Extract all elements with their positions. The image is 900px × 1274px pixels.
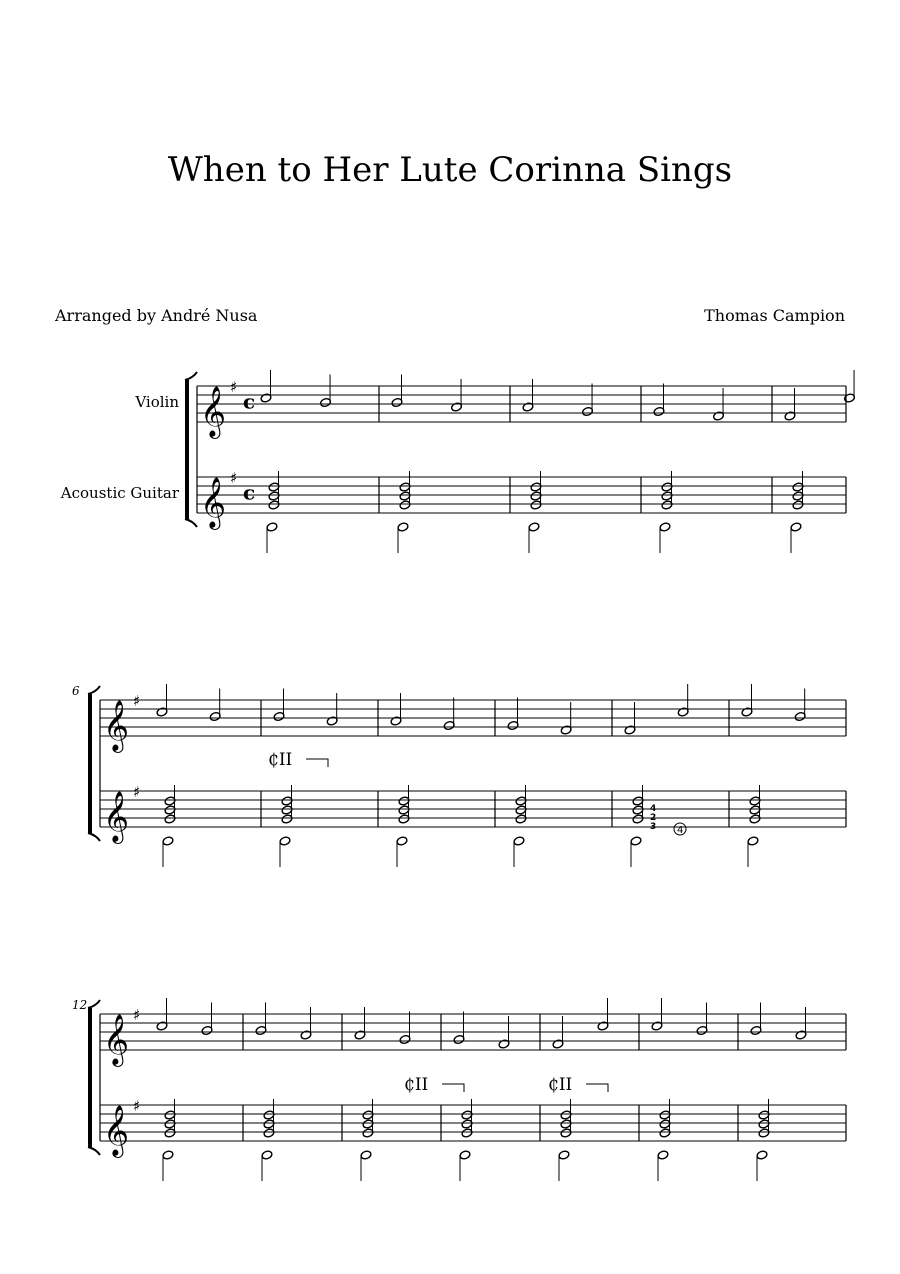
barre-line (586, 1084, 608, 1092)
guitar-bass-note (513, 836, 525, 846)
bracket-hook (88, 686, 100, 694)
barre-line (306, 759, 328, 767)
guitar-bass-note (558, 1150, 570, 1160)
treble-clef: 𝄞 (103, 1105, 130, 1156)
guitar-bass-note (630, 836, 642, 846)
notes (156, 370, 855, 1181)
guitar-bass-note (657, 1150, 669, 1160)
guitar-bass-note (162, 836, 174, 846)
treble-clef: 𝄞 (103, 700, 130, 751)
time-signature: c (243, 480, 256, 505)
fingering-number: 3 (650, 822, 657, 832)
fingering-number: 4 (650, 804, 657, 814)
key-signature-sharp: ♯ (133, 1097, 141, 1115)
key-signature-sharp: ♯ (133, 692, 141, 710)
string-marking-number: 4 (677, 825, 684, 836)
treble-clef: 𝄞 (200, 477, 227, 528)
arranger-credit: Arranged by André Nusa (55, 306, 258, 325)
key-signature-sharp: ♯ (230, 378, 238, 396)
system-bracket (88, 1008, 92, 1147)
treble-clef: 𝄞 (200, 386, 227, 437)
guitar-bass-note (756, 1150, 768, 1160)
barre-label: ₵II (404, 1075, 429, 1095)
key-signature-sharp: ♯ (133, 1006, 141, 1024)
instrument-label-guitar: Acoustic Guitar (60, 484, 179, 502)
barre-label: ₵II (268, 750, 293, 770)
fingering-number: 2 (650, 813, 657, 823)
barre-label: ₵II (548, 1075, 573, 1095)
composer-credit: Thomas Campion (704, 306, 845, 325)
guitar-bass-note (266, 522, 278, 532)
guitar-bass-note (790, 522, 802, 532)
bracket-hook (185, 372, 197, 380)
system-bracket (88, 694, 92, 833)
barre-line (442, 1084, 464, 1092)
time-signature: c (243, 389, 256, 414)
bracket-hook (185, 519, 197, 527)
guitar-bass-note (747, 836, 759, 846)
bracket-hook (88, 1000, 100, 1008)
guitar-bass-note (279, 836, 291, 846)
guitar-bass-note (459, 1150, 471, 1160)
measure-number: 12 (72, 998, 88, 1012)
system-bracket (185, 380, 189, 519)
instrument-label-violin: Violin (135, 393, 179, 411)
bracket-hook (88, 833, 100, 841)
measure-number: 6 (72, 684, 80, 698)
bracket-hook (88, 1147, 100, 1155)
key-signature-sharp: ♯ (133, 783, 141, 801)
guitar-bass-note (396, 836, 408, 846)
guitar-bass-note (397, 522, 409, 532)
treble-clef: 𝄞 (103, 1014, 130, 1065)
guitar-bass-note (360, 1150, 372, 1160)
guitar-bass-note (528, 522, 540, 532)
page-title: When to Her Lute Corinna Sings (167, 150, 733, 190)
guitar-bass-note (162, 1150, 174, 1160)
guitar-bass-note (261, 1150, 273, 1160)
key-signature-sharp: ♯ (230, 469, 238, 487)
barre-markings (268, 750, 608, 1095)
treble-clef: 𝄞 (103, 791, 130, 842)
guitar-bass-note (659, 522, 671, 532)
